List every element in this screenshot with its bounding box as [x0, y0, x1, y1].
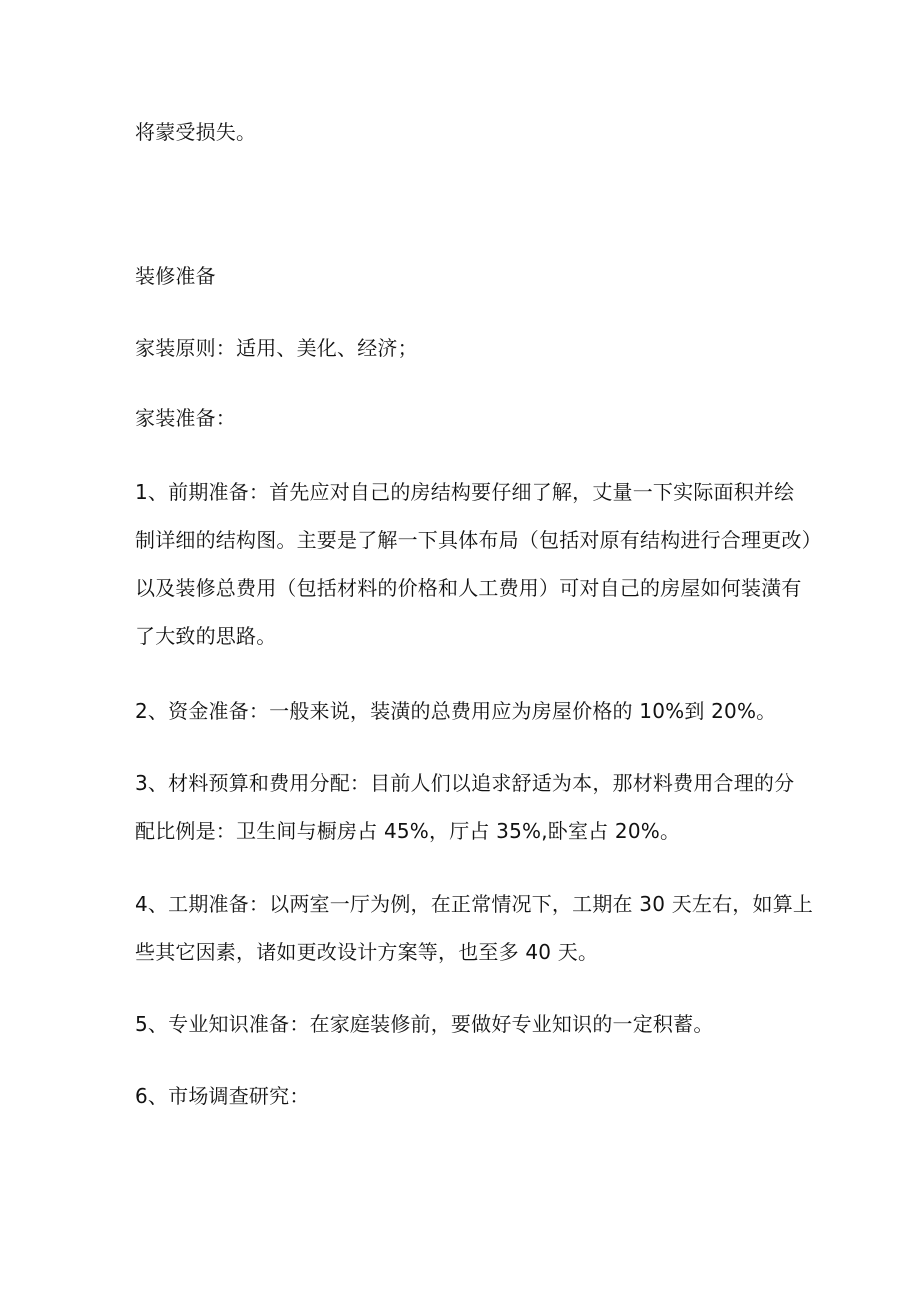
list-item-line: 以及装修总费用（包括材料的价格和人工费用）可对自己的房屋如何装潢有 [135, 576, 802, 600]
list-item-line: 6、市场调查研究： [135, 1084, 310, 1108]
list-item-line: 1、前期准备：首先应对自己的房结构要仔细了解，丈量一下实际面积并绘 [135, 480, 795, 504]
list-item-line: 2、资金准备：一般来说，装潢的总费用应为房屋价格的 10%到 20%。 [135, 699, 777, 723]
list-item-line: 配比例是：卫生间与橱房占 45%，厅占 35%,卧室占 20%。 [135, 819, 681, 843]
list-item-line: 4、工期准备：以两室一厅为例，在正常情况下，工期在 30 天左右，如算上 [135, 892, 814, 916]
list-item-line: 了大致的思路。 [135, 624, 277, 648]
list-item-line: 5、专业知识准备：在家庭装修前，要做好专业知识的一定积蓄。 [135, 1012, 714, 1036]
list-item-line: 些其它因素，诸如更改设计方案等，也至多 40 天。 [135, 940, 599, 964]
preparation-heading: 家装准备： [135, 406, 236, 430]
section-title: 装修准备 [135, 264, 216, 288]
list-item-line: 3、材料预算和费用分配：目前人们以追求舒适为本，那材料费用合理的分 [135, 771, 795, 795]
list-item-line: 制详细的结构图。主要是了解一下具体布局（包括对原有结构进行合理更改） [135, 528, 822, 552]
carry-over-text: 将蒙受损失。 [135, 120, 257, 144]
principle-text: 家装原则：适用、美化、经济； [135, 336, 418, 360]
